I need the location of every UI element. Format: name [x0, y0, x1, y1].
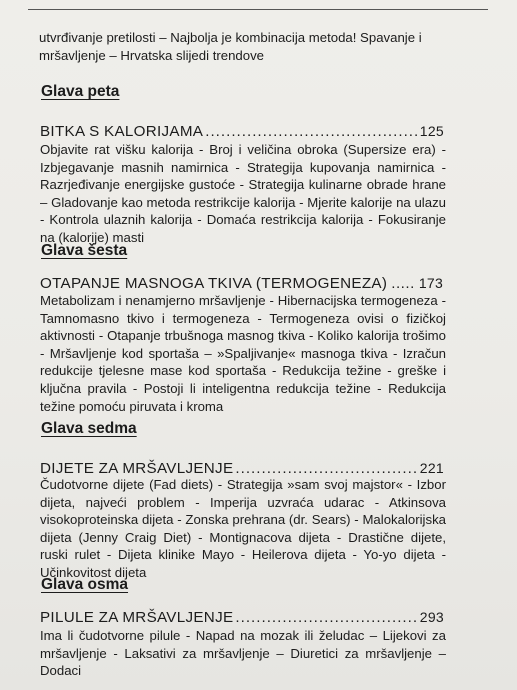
dot-leader: .....: [391, 275, 415, 292]
chapter-title: PILULE ZA MRŠAVLJENJE: [40, 609, 234, 626]
chapter-title-row: [40, 122, 444, 141]
chapter-summary: Objavite rat višku kalorija - Broj i veličina obroka (Supersize era) - Izbjegavanje masnih namirnica - Strategija kupovanja namirnica - Razrjeđivanje energijske gustoće - Strategija kulinarne obrade hrane – Gladovanje kao metoda restrikcije kalorija - Mjerite kalorije na ulazu - Kontrola ulaznih kalorija - Domaća restrikcija kalorija - Fokusiranje na (kalorije) masti: [40, 142, 446, 245]
chapter-summary: Čudotvorne dijete (Fad diets) - Strategija »sam svoj majstor« - Izbor dijeta, najveći problem - Imperija uzvraća udarac - Atkinsova visokoproteinska dijeta - Zonska prehrana (dr. Sears) - Malokalorijska dijeta (Jenny Craig Diet) - Montignacova dijeta - Drastične dijete, ruski rulet - Dijeta klinike Mayo - Heilerova dijeta - Yo-yo dijeta - Učinkovitost dijeta: [40, 477, 446, 580]
chapter-title-row: [40, 274, 444, 293]
page-number: 173: [418, 275, 444, 291]
top-rule: [28, 9, 488, 10]
chapter-title: OTAPANJE MASNOGA TKIVA (TERMOGENEZA): [40, 275, 388, 292]
dot-leader: [235, 609, 417, 627]
chapter-title: BITKA S KALORIJAMA: [40, 123, 204, 140]
page-number: 221: [419, 460, 444, 476]
page-number: 293: [419, 609, 444, 625]
chapter-heading: Glava peta: [41, 83, 120, 100]
chapter-heading: Glava osma: [41, 576, 129, 593]
intro-text: utvrđivanje pretilosti – Najbolja je kombinacija metoda! Spavanje i mršavljenje – Hrvatska slijedi trendove: [39, 30, 422, 63]
dot-leader: [205, 123, 418, 141]
chapter-summary: Ima li čudotvorne pilule - Napad na mozak ili želudac – Lijekovi za mršavljenje - Laksativi za mršavljenje – Diuretici za mršavljenje – Dodaci: [40, 628, 446, 679]
chapter-heading: Glava sedma: [41, 420, 137, 437]
chapter-summary: Metabolizam i nenamjerno mršavljenje - Hibernacijska termogeneza - Tamnomasno tkivo i termogeneza - Termogeneza ovisi o fizičkoj aktivnosti - Otapanje trbušnoga masnog tkiva - Koliko kalorija trošimo - Mršavljenje kod sportaša – »Spaljivanje« masnoga tkiva - Izračun redukcije tjelesne mase kod sportaša - Redukcija težine - greške i ključna pravila - Postoji li inteligentna redukcija težine - Redukcija težine pomoću piruvata i kroma: [40, 293, 446, 414]
chapter-heading: Glava šesta: [41, 242, 128, 259]
chapter-title: DIJETE ZA MRŠAVLJENJE: [40, 460, 234, 477]
chapter-title-row: [40, 608, 444, 627]
page-number: 125: [419, 123, 444, 139]
